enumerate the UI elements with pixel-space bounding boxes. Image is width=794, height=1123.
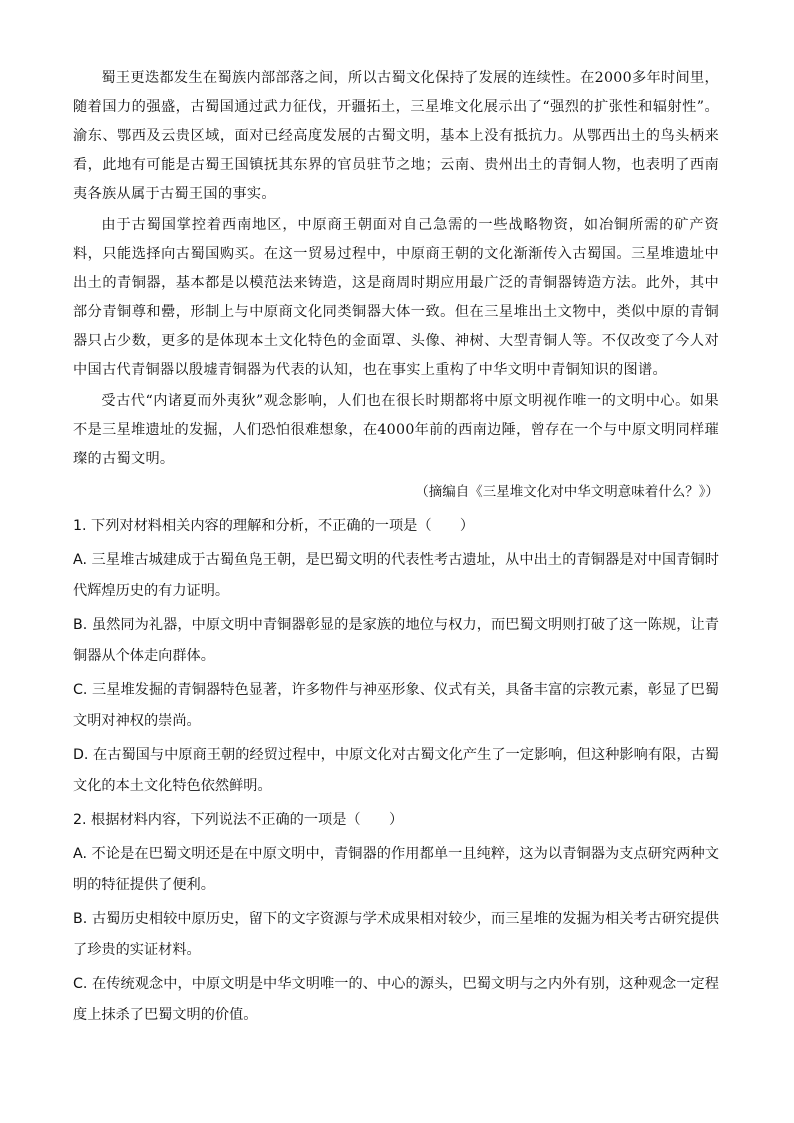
question-1-option-a: A. 三星堆古城建成于古蜀鱼凫王朝，是巴蜀文明的代表性考古遗址，从中出土的青铜器是对中国青铜时代辉煌历史的有力证明。 bbox=[73, 552, 719, 599]
question-2-option-c: C. 在传统观念中，中原文明是中华文明唯一的、中心的源头，巴蜀文明与之内外有别，这种观念一定程度上抹杀了巴蜀文明的价值。 bbox=[73, 976, 719, 1023]
question-1-option-c: C. 三星堆发掘的青铜器特色显著，许多物件与神巫形象、仪式有关，具备丰富的宗教元素，彰显了巴蜀文明对神权的崇尚。 bbox=[73, 682, 719, 729]
question-1-option-b: B. 虽然同为礼器，中原文明中青铜器彰显的是家族的地位与权力，而巴蜀文明则打破了这一陈规，让青铜器从个体走向群体。 bbox=[73, 617, 719, 664]
passage-paragraph-3: 受古代“内诸夏而外夷狄”观念影响，人们也在很长时期都将中原文明视作唯一的文明中心。如果不是三星堆遗址的发掘，人们恐怕很难想象，在4000年前的西南边陲，曾存在一个与中原文明同样璀璨的古蜀文明。 bbox=[73, 393, 719, 467]
exam-page bbox=[73, 64, 719, 1034]
passage-source: （摘编自《三星堆文化对中华文明意味着什么？》） bbox=[415, 484, 719, 500]
question-1-option-d: D. 在古蜀国与中原商王朝的经贸过程中，中原文化对古蜀文化产生了一定影响，但这种影响有限，古蜀文化的本土文化特色依然鲜明。 bbox=[73, 747, 719, 794]
passage-paragraph-2: 由于古蜀国掌控着西南地区，中原商王朝面对自己急需的一些战略物资，如冶铜所需的矿产资料，只能选择向古蜀国购买。在这一贸易过程中，中原商王朝的文化渐渐传入古蜀国。三星堆遗址中出土的青铜器，基本都是以模范法来铸造，这是商周时期应用最广泛的青铜器铸造方法。此外，其中部分青铜尊和罍，形制上与中原商文化同类铜器大体一致。但在三星堆出土文物中，类似中原的青铜器只占少数，更多的是体现本土文化特色的金面罩、头像、神树、大型青铜人等。不仅改变了今人对中国古代青铜器以殷墟青铜器为代表的认知，也在事实上重构了中华文明中青铜知识的图谱。 bbox=[73, 217, 719, 378]
question-1 bbox=[73, 511, 719, 802]
question-1-stem: 1. 下列对材料相关内容的理解和分析，不正确的一项是（ ） bbox=[73, 518, 475, 534]
passage-paragraph-1: 蜀王更迭都发生在蜀族内部部落之间，所以古蜀文化保持了发展的连续性。在2000多年时间里，随着国力的强盛，古蜀国通过武力征伐，开疆拓土，三星堆文化展示出了“强烈的扩张性和辐射性”。渝东、鄂西及云贵区域，面对已经高度发展的古蜀文明，基本上没有抵抗力。从鄂西出土的鸟头柄来看，此地有可能是古蜀王国镇抚其东界的官员驻节之地；云南、贵州出土的青铜人物，也表明了西南夷各族从属于古蜀王国的事实。 bbox=[73, 70, 719, 202]
question-2-stem: 2. 根据材料内容，下列说法不正确的一项是（ ） bbox=[73, 812, 404, 828]
question-2 bbox=[73, 805, 719, 1031]
question-2-option-b: B. 古蜀历史相较中原历史，留下的文字资源与学术成果相对较少，而三星堆的发掘为相关考古研究提供了珍贵的实证材料。 bbox=[73, 911, 719, 958]
question-2-option-a: A. 不论是在巴蜀文明还是在中原文明中，青铜器的作用都单一且纯粹，这为以青铜器为支点研究两种文明的特征提供了便利。 bbox=[73, 846, 719, 893]
